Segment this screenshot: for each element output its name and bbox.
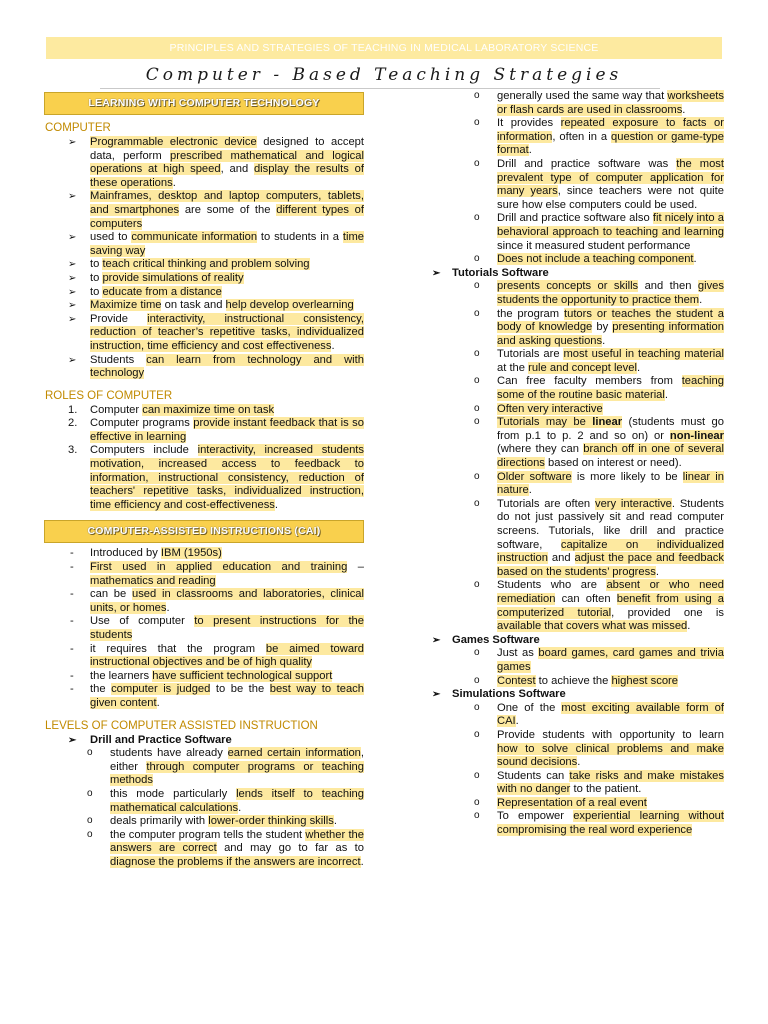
text-run: . Students do not just passively sit and read computer screens. Tutorials, like drill and practice software, (497, 497, 724, 551)
highlighted-text: the most prevalent type of computer application for many years (497, 157, 725, 198)
text-run: Can free faculty members from (497, 375, 682, 388)
highlighted-text: very interactive (594, 497, 672, 510)
highlighted-text: time saving way (90, 231, 365, 257)
text-run: Tutorials are often (497, 497, 595, 510)
highlighted-text: be aimed toward instructional objectives and be of high quality (90, 642, 364, 669)
highlighted-text: take risks and make mistakes with no danger (497, 769, 725, 796)
title-underline (100, 88, 660, 89)
list-item (44, 815, 364, 829)
section-box-learning-with-computer: LEARNING WITH COMPUTER TECHNOLOGY (44, 92, 364, 115)
text-run: and then (638, 280, 698, 293)
highlighted-text: most exciting available form of CAI (497, 701, 724, 728)
highlighted-text: used in classrooms and laboratories, clinical units, or homes (90, 588, 364, 614)
text-run: . (515, 715, 519, 728)
text-run: generally used the same way that (497, 90, 668, 102)
text-run: Computer programs (90, 417, 194, 430)
text-run: . (636, 361, 641, 374)
text-run: Students (90, 353, 147, 366)
list-item (44, 683, 364, 710)
list-item (44, 313, 364, 354)
highlighted-text: experiential learning without compromising the real word experience (497, 810, 725, 837)
text-run: and may go to far as to (216, 842, 364, 855)
highlighted-text: prescribed mathematical and logical operations at high speed (90, 149, 364, 176)
roles-list (44, 404, 364, 513)
highlighted-text: most useful in teaching material (563, 348, 724, 361)
text-run: to (90, 271, 103, 284)
list-item (44, 231, 364, 258)
games-list (432, 647, 724, 688)
text-run: It provides (497, 117, 561, 130)
text-run: . (655, 565, 659, 578)
text-run: Drill and practice software was (497, 157, 677, 170)
text-run: Provide (90, 312, 148, 325)
list-item (432, 702, 724, 729)
text-run: . (687, 620, 691, 633)
highlighted-text: question or game-type format (497, 130, 724, 157)
bold-highlighted-text: non-linear (669, 429, 724, 442)
highlighted-text: Contest (497, 674, 536, 687)
highlighted-text: different types of computers (90, 203, 364, 230)
highlighted-text: Representation of a real event (497, 796, 647, 809)
list-item (44, 561, 364, 588)
text-run: and (548, 552, 575, 565)
text-run: Use of computer (90, 615, 195, 628)
highlighted-text: highest score (611, 674, 678, 687)
drill-continued-list (432, 90, 724, 267)
list-number: 2. (68, 417, 78, 430)
text-run: . (602, 334, 606, 347)
highlighted-text: can maximize time on task (142, 403, 275, 416)
highlighted-text: earned certain information (227, 747, 361, 760)
list-number: 1. (68, 403, 78, 416)
section-heading-computer: COMPUTER (45, 122, 111, 134)
text-run: this mode particularly (110, 787, 237, 800)
text-run: . (166, 601, 170, 614)
highlighted-text: lends itself to teaching mathematical calculations (110, 787, 365, 814)
text-run: it requires that the program (90, 642, 266, 655)
text-run: . (274, 498, 279, 511)
left-column (44, 92, 364, 870)
highlighted-text: can learn from technology and with technology (90, 353, 364, 380)
highlighted-text: presents concepts or skills (497, 280, 639, 293)
text-run: on task and (161, 299, 226, 312)
list-item (432, 212, 724, 253)
highlighted-text: branch off in one of several directions (497, 443, 724, 470)
drill-list (44, 747, 364, 869)
highlighted-text: display the results of these operations (90, 163, 364, 189)
list-item (432, 647, 724, 674)
text-run: are some of the (179, 203, 277, 216)
highlighted-text: benefit from using a computerized tutorial (497, 592, 724, 619)
text-run: , either (110, 747, 364, 773)
highlighted-text: Older software (497, 470, 572, 483)
highlighted-text: best way to teach given content (90, 683, 364, 709)
highlighted-text: help develop overlearning (225, 299, 354, 312)
tutorials-list (432, 280, 724, 633)
highlighted-text: linear in nature (497, 470, 725, 497)
text-run: by (592, 321, 613, 334)
list-item (432, 675, 724, 689)
text-run: . (664, 389, 669, 402)
highlighted-text: provide simulations of reality (102, 271, 244, 284)
list-item (44, 788, 364, 815)
list-item (44, 643, 364, 670)
list-item (432, 797, 724, 811)
subheading-simulations: ➢ Simulations Software (432, 688, 724, 702)
list-item (432, 471, 724, 498)
computer-list (44, 136, 364, 381)
text-run: Students who are (497, 579, 607, 592)
list-item (44, 615, 364, 642)
text-run: at the (497, 361, 529, 374)
highlighted-text: teaching some of the routine basic material (497, 375, 724, 402)
highlighted-text: worksheets or flash cards are used in classrooms (497, 90, 724, 116)
list-item (44, 588, 364, 615)
highlighted-text: interactivity, increased students motivation, increased access to feedback to information, instructional consistency, reduction of teachers' repetitive tasks, individualized instruction, time efficiency and cost-effectiveness (90, 444, 365, 511)
text-run: to the patient. (570, 783, 642, 796)
highlighted-text: mathematics and reading (90, 574, 216, 587)
section-heading-roles: ROLES OF COMPUTER (45, 389, 173, 402)
text-run: Introduced by (90, 547, 161, 560)
list-item (44, 829, 364, 870)
text-run: . (528, 144, 532, 157)
list-item (44, 670, 364, 684)
text-run: . (331, 339, 335, 352)
list-item (44, 299, 364, 313)
highlighted-text: available that covers what was missed (497, 620, 688, 633)
highlighted-text: provide instant feedback that is so effective in learning (90, 417, 364, 443)
text-run: . (693, 253, 697, 266)
text-run: (where they can (497, 443, 584, 456)
subheading-drill-practice: ➢ Drill and Practice Software (44, 734, 364, 748)
text-run: to (90, 285, 103, 298)
highlighted-text: through computer programs or teaching methods (110, 760, 364, 787)
list-item (44, 272, 364, 286)
text-run: the learners (90, 669, 153, 682)
text-run: . (699, 293, 703, 306)
subheading-tutorials: ➢ Tutorials Software (432, 267, 724, 281)
bold-highlighted-text: linear (592, 416, 623, 429)
highlighted-text: communicate information (131, 231, 258, 244)
list-item (432, 498, 724, 580)
text-run: , and (220, 163, 254, 176)
highlighted-text: absent or who need remediation (497, 579, 724, 605)
highlighted-text: board games, card games and trivia games (497, 647, 724, 673)
highlighted-text: tutors or teaches the student a body of knowledge (497, 307, 724, 334)
list-item (432, 403, 724, 417)
text-run: . (360, 855, 364, 868)
list-item (44, 258, 364, 272)
text-run: can often (555, 592, 617, 605)
right-column (432, 90, 724, 838)
highlighted-text: have sufficient technological support (152, 669, 333, 682)
list-item (432, 579, 724, 633)
highlighted-text: Mainframes, desktop and laptop computers, tablets, and smartphones (90, 190, 364, 216)
highlighted-text: Often very interactive (497, 402, 603, 415)
text-run: students have already (110, 747, 228, 760)
text-run: the computer program tells the student (110, 828, 306, 841)
subheading-games: ➢ Games Software (432, 634, 724, 648)
highlighted-text: capitalize on individualized instruction (497, 538, 724, 565)
highlighted-text: Tutorials may be (497, 416, 593, 429)
highlighted-text: rule and concept level (528, 361, 637, 374)
cai-list (44, 547, 364, 710)
list-item (432, 158, 724, 212)
text-run: can be (90, 588, 132, 601)
highlighted-text: fit nicely into a behavioral approach to teaching and learning (497, 212, 724, 238)
list-item (44, 547, 364, 561)
list-item (432, 253, 724, 267)
list-item (44, 286, 364, 300)
list-item (44, 136, 364, 190)
section-box-cai: COMPUTER-ASSISTED INSTRUCTIONS (CAI) (44, 520, 364, 543)
list-item (44, 404, 364, 418)
highlighted-text: First used in applied education and training (90, 561, 348, 574)
highlighted-text: whether the answers are correct (110, 828, 364, 855)
highlighted-text: gives students the opportunity to practice them (497, 280, 724, 306)
highlighted-text: teach critical thinking and problem solving (102, 258, 310, 271)
simulations-list (432, 702, 724, 838)
text-run: Drill and practice software also (497, 212, 653, 225)
text-run: designed to accept data, perform (90, 136, 364, 162)
text-run: to be the (210, 683, 270, 696)
highlighted-text: adjust the pace and feedback based on the students’ progress (497, 552, 724, 578)
highlighted-text: repeated exposure to facts or information (497, 117, 724, 143)
highlighted-text: interactivity, instructional consistency, reduction of teacher’s repetitive tasks, individualized instruction, time efficiency and cost effectiveness (90, 312, 365, 352)
list-item (432, 810, 724, 837)
text-run: – (347, 561, 364, 574)
list-item (44, 354, 364, 381)
text-run: based on interest or need). (544, 457, 682, 470)
highlighted-text: to present instructions for the students (90, 615, 364, 641)
text-run: Students can (497, 769, 570, 782)
text-run: Computer (90, 403, 143, 416)
list-item (432, 348, 724, 375)
text-run: Provide students with opportunity to learn (497, 728, 724, 741)
text-run: . (577, 756, 581, 769)
list-item (44, 747, 364, 788)
text-run: to students in a (257, 231, 343, 244)
highlighted-text: educate from a distance (102, 285, 222, 298)
text-run: Computers include (90, 444, 198, 457)
list-item (432, 416, 724, 470)
highlighted-text: how to solve clinical problems and make sound decisions (497, 742, 724, 769)
text-run: To empower (497, 810, 574, 823)
text-run: the (90, 683, 112, 696)
text-run: , provided one is (611, 606, 724, 619)
highlighted-text: lower-order thinking skills (208, 815, 334, 828)
text-run: used to (90, 231, 132, 244)
text-run: to (90, 258, 103, 271)
highlighted-text: diagnose the problems if the answers are incorrect (110, 855, 361, 868)
text-run: . (333, 815, 337, 828)
text-run: is more likely to be (571, 470, 683, 483)
list-item (432, 308, 724, 349)
list-item (432, 770, 724, 797)
list-item (432, 117, 724, 158)
text-run: . (528, 484, 532, 497)
section-heading-levels: LEVELS OF COMPUTER ASSISTED INSTRUCTION (45, 719, 318, 732)
text-run: the program (497, 307, 564, 320)
highlighted-text: presenting information and asking questions (497, 321, 724, 347)
highlighted-text: Does not include a teaching component (497, 253, 694, 266)
highlighted-text: IBM (1950s) (160, 547, 222, 560)
list-item (432, 375, 724, 402)
page-title: Computer - Based Teaching Strategies (145, 65, 623, 85)
list-item (44, 417, 364, 444)
text-run: deals primarily with (110, 815, 209, 828)
list-item (432, 280, 724, 307)
text-run: Just as (497, 647, 539, 660)
highlighted-text: computer is judged (111, 683, 211, 696)
list-item (44, 444, 364, 512)
text-run: , since teachers were not quite sure how else computers could be used. (497, 185, 724, 211)
list-item (432, 729, 724, 770)
text-run: . (682, 103, 686, 116)
text-run: . (238, 801, 242, 814)
highlighted-text: Programmable electronic device (90, 136, 257, 148)
text-run: . (172, 176, 176, 189)
text-run: Tutorials are (497, 348, 564, 361)
list-item (432, 90, 724, 117)
header-banner: PRINCIPLES AND STRATEGIES OF TEACHING IN MEDICAL LABORATORY SCIENCE (46, 37, 722, 59)
text-run: One of the (497, 701, 562, 714)
list-number: 3. (68, 444, 78, 457)
text-run: , often in a (552, 130, 612, 143)
text-run: (students must go from p.1 to p. 2 and so on) or (497, 416, 724, 442)
highlighted-text: Maximize time (90, 299, 162, 312)
text-run: since it measured student performance (497, 239, 691, 252)
list-item (44, 190, 364, 231)
text-run: to achieve the (535, 674, 612, 687)
text-run: . (156, 696, 160, 709)
